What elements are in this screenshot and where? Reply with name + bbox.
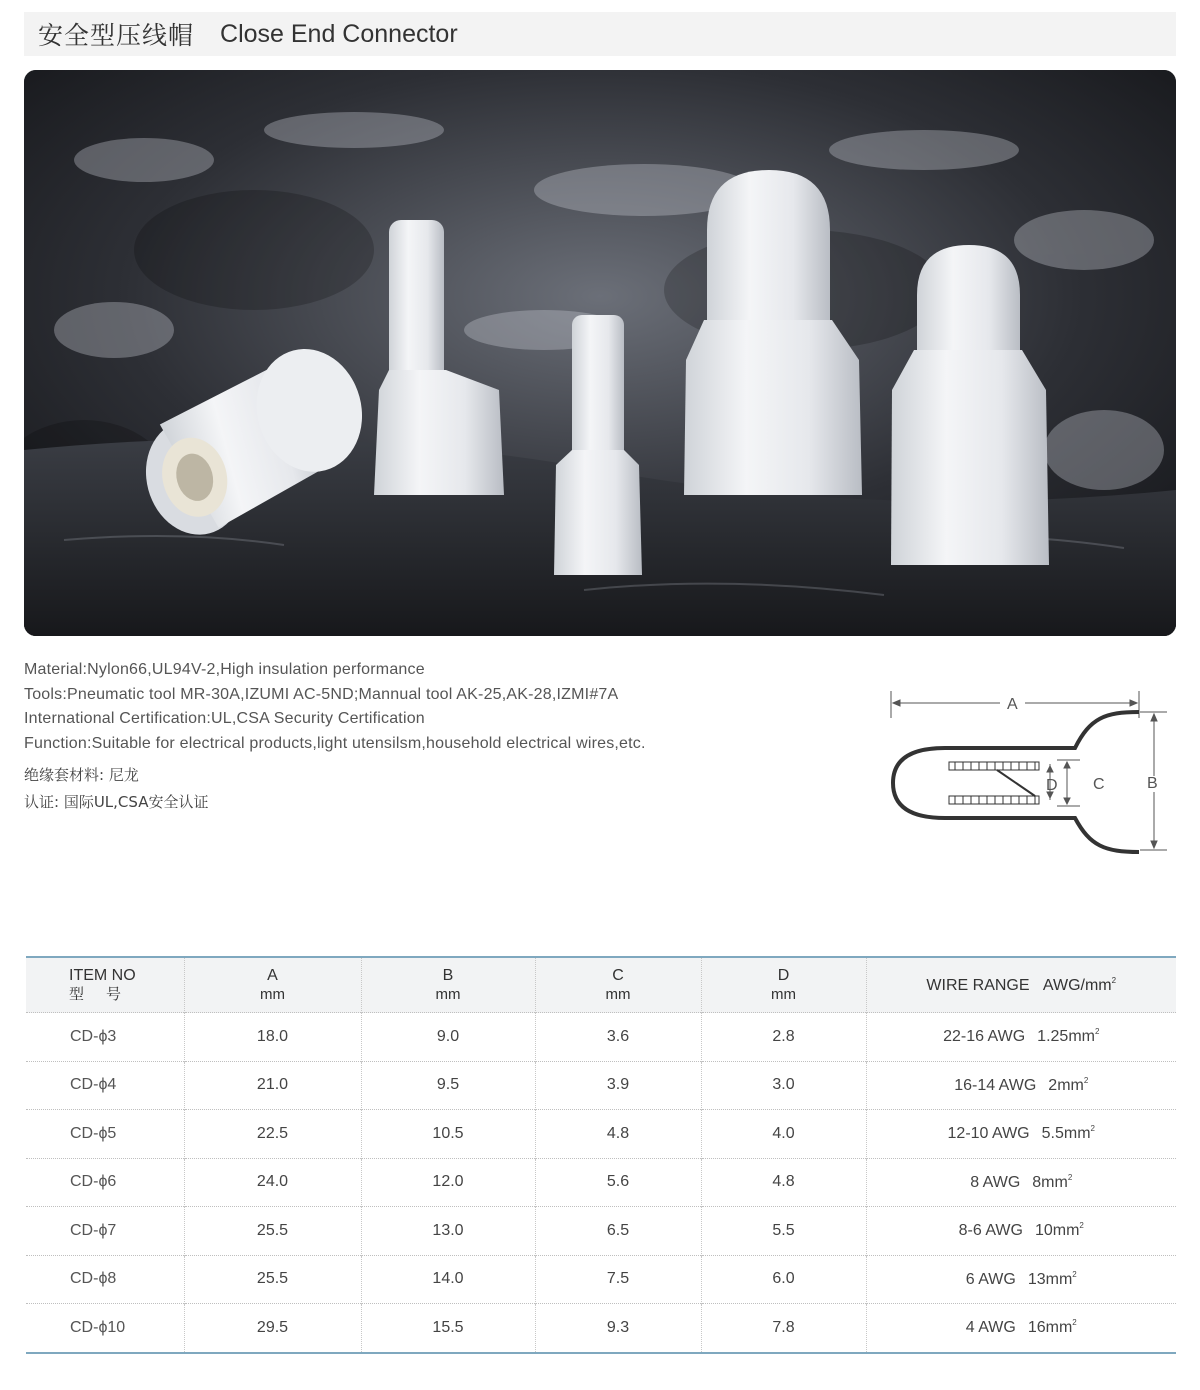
cell-c: 3.6 [535,1013,701,1062]
header-wire-unit-sup: 2 [1111,975,1117,985]
cell-d: 4.0 [701,1110,866,1159]
header-a-unit: mm [260,986,285,1003]
spec-material-cn: 绝缘套材料: 尼龙 [24,766,139,784]
connectors-photo-illustration [24,70,1176,636]
cell-d: 5.5 [701,1207,866,1256]
spec-table [26,956,1176,1354]
header-b [361,957,535,1013]
cell-wire-range [866,1158,1176,1207]
cell-item: CD-ϕ6 [26,1158,184,1207]
cell-mm2: 13mm [1027,1270,1073,1288]
label-b: B [1147,775,1158,792]
cell-b: 9.5 [361,1061,535,1110]
label-a: A [1007,696,1018,713]
cell-mm2: 5.5mm [1041,1125,1091,1143]
cell-mm2: 8mm [1032,1173,1068,1191]
header-b-unit: mm [435,986,461,1003]
cell-a: 29.5 [184,1304,361,1353]
header-c-unit: mm [605,986,631,1003]
cell-c: 5.6 [535,1158,701,1207]
title-cn: 安全型压线帽 [38,21,195,50]
spec-certification-cn: 认证: 国际UL,CSA安全认证 [24,793,209,811]
header-item [26,957,184,1013]
cell-item: CD-ϕ4 [26,1061,184,1110]
spec-certification: International Certification:UL,CSA Security Certification [24,710,425,727]
table-row [26,1207,1176,1256]
cell-d: 6.0 [701,1255,866,1304]
header-d-label: D [777,967,790,984]
cell-c: 4.8 [535,1110,701,1159]
cell-awg: 8-6 AWG [958,1222,1023,1240]
header-c-label: C [612,967,624,984]
table-row [26,1110,1176,1159]
dimension-diagram [885,688,1170,863]
specifications [24,658,824,816]
spec-material: Material:Nylon66,UL94V-2,High insulation performance [24,661,425,678]
cell-b: 12.0 [361,1158,535,1207]
cell-mm2-sup: 2 [1067,1172,1073,1182]
cell-a: 25.5 [184,1255,361,1304]
cell-awg: 8 AWG [970,1173,1021,1191]
table-row [26,1304,1176,1353]
cell-item: CD-ϕ5 [26,1110,184,1159]
cell-mm2-sup: 2 [1072,1269,1077,1279]
cell-wire-range [866,1304,1176,1353]
table-header [26,957,1176,1013]
cell-d: 2.8 [701,1013,866,1062]
header-c [535,957,701,1013]
cell-b: 9.0 [361,1013,535,1062]
cell-a: 22.5 [184,1110,361,1159]
table-row [26,1061,1176,1110]
cell-c: 9.3 [535,1304,701,1353]
label-d: D [1046,777,1058,794]
header-a-label: A [267,967,278,984]
header-a [184,957,361,1013]
header-b-label: B [442,967,454,984]
cell-wire-range [866,1255,1176,1304]
header-d [701,957,866,1013]
spec-function: Function:Suitable for electrical products,light utensilsm,household electrical wires,etc. [24,734,646,752]
cell-awg: 4 AWG [965,1319,1016,1337]
cell-awg: 22-16 AWG [943,1028,1026,1046]
cell-wire-range [866,1110,1176,1159]
cell-mm2: 1.25mm [1037,1028,1095,1046]
cell-mm2-sup: 2 [1083,1075,1089,1085]
product-photo [24,70,1176,636]
cell-wire-range [866,1061,1176,1110]
cell-c: 7.5 [535,1255,701,1304]
cell-b: 13.0 [361,1207,535,1256]
cell-b: 15.5 [361,1304,535,1353]
header-wire-label: WIRE RANGE [926,976,1030,994]
cell-d: 4.8 [701,1158,866,1207]
cell-awg: 12-10 AWG [947,1125,1030,1143]
cell-mm2: 2mm [1048,1076,1084,1094]
cell-mm2-sup: 2 [1090,1124,1095,1134]
cell-awg: 6 AWG [965,1270,1016,1288]
spec-tools: Tools:Pneumatic tool MR-30A,IZUMI AC-5ND;Mannual tool AK-25,AK-28,IZMI#7A [24,685,619,703]
table-row [26,1255,1176,1304]
cell-mm2-sup: 2 [1072,1318,1077,1328]
cell-awg: 16-14 AWG [954,1076,1037,1094]
cell-mm2: 16mm [1027,1319,1073,1337]
cell-c: 3.9 [535,1061,701,1110]
cell-item: CD-ϕ3 [26,1013,184,1062]
table-row [26,1158,1176,1207]
header-wire-unit: AWG/mm [1042,976,1112,994]
cell-d: 7.8 [701,1304,866,1353]
cell-a: 21.0 [184,1061,361,1110]
label-c: C [1093,776,1105,793]
cell-wire-range [866,1013,1176,1062]
header-item-cn: 型号 [69,985,144,1003]
cell-b: 14.0 [361,1255,535,1304]
cell-mm2: 10mm [1034,1222,1080,1240]
cell-mm2-sup: 2 [1079,1221,1084,1231]
cell-a: 24.0 [184,1158,361,1207]
cell-d: 3.0 [701,1061,866,1110]
cell-b: 10.5 [361,1110,535,1159]
cell-a: 18.0 [184,1013,361,1062]
cell-item: CD-ϕ8 [26,1255,184,1304]
title-en: Close End Connector [220,19,458,48]
title-bar [24,12,1176,56]
header-item-en: ITEM NO [69,967,136,984]
header-d-unit: mm [771,986,796,1003]
header-wire-range [866,957,1176,1013]
cell-item: CD-ϕ7 [26,1207,184,1256]
cell-a: 25.5 [184,1207,361,1256]
cell-c: 6.5 [535,1207,701,1256]
cell-mm2-sup: 2 [1094,1027,1100,1037]
cell-item: CD-ϕ10 [26,1304,184,1353]
cell-wire-range [866,1207,1176,1256]
table-row [26,1013,1176,1062]
